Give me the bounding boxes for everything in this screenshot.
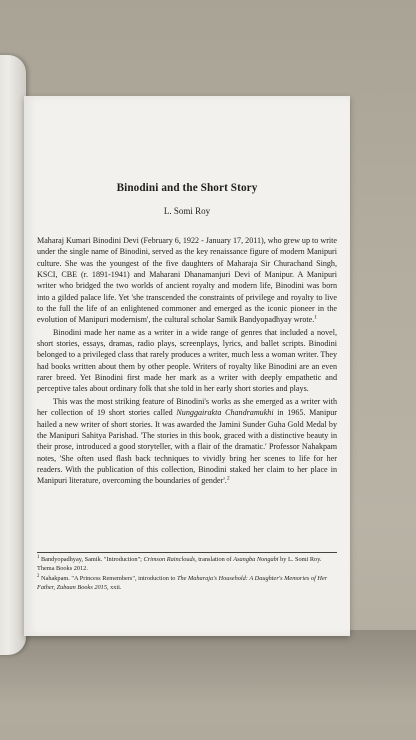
paragraph-2: Binodini made her name as a writer in a wide range of genres that included a novel, short stories, essays, dramas, radio plays, screenplays, lyrics, and ballet scripts. Binodini belonged to a privileged class that rarely produces a writer, much less a woman writer. They had books written about them by other people. Writers of royalty like Binodini are an even rarer breed. Yet Binodini first made her mark as a writer with deeply empathetic and perceptive tales about ordinary folk that she told in her early short stories and plays.: [37, 327, 337, 394]
book-title-italic: Nunggairakta Chandramukhi: [176, 408, 274, 418]
footnote-divider: [37, 552, 337, 553]
footnote-mark-1: 1: [314, 314, 318, 321]
book-page: [24, 96, 350, 636]
left-page-edge: [0, 55, 26, 655]
footnote-2: $^2$ Nahakpam. "A Princess Remembers", introduction to The Maharaja's Household: A Daughter's Memories of Her Father, Zubaan Books 2015, xxii.: [37, 573, 328, 592]
paragraph-3: This was the most striking feature of Binodini's works as she emerged as a writer with her collection of 19 short stories called Nunggairakta Chandramukhi in 1965. Manipur hailed a new writer of short stories. It was awarded the Jamini Sunder Guha Gold Medal by the Manipuri Sahitya Parishad. 'The stories in this book, graced with a distinctive beauty in their prose, introduced a good storyteller, with a flair of the dramatic.' Professor Nahakpam notes, 'She often used flash back techniques to vividly bring her scenes to life for her readers. With the publication of this collection, Binodini staked her claim to her place in Manipuri literature, overcoming the boundaries of gender'.$^2$: [37, 396, 337, 486]
body-text: [37, 235, 337, 487]
footnotes: [37, 555, 337, 593]
table-surface: [0, 630, 416, 740]
author-name: L. Somi Roy: [163, 206, 211, 216]
footnote-mark-2: 2: [226, 475, 230, 482]
footnote-1: $^1$ Bandyopadhyay, Samik. "Introduction"; Crimson Rainclouds, translation of Asangba Nongabi by L. Somi Roy. Thema Books 2012.: [37, 554, 322, 573]
chapter-title: Binodini and the Short Story: [116, 182, 258, 194]
paragraph-1: Maharaj Kumari Binodini Devi (February 6, 1922 - January 17, 2011), who grew up to write under the single name of Binodini, served as the key renaissance figure of modern Manipuri culture. She was the youngest of the five daughters of Maharaja Sir Churachand Singh, KSCI, CBE (r. 1891-1941) and Maharani Dhanamanjuri Devi of Manipur. A Manipuri writer who bridged the two worlds of ancient royalty and modern life, Binodini was born into a gilded palace life. Yet 'she transcended the constraints of privilege and royalty to live to the full the life of an enlightened commoner and emerged as the iconic pioneer in the evolution of Manipuri modernism', the cultural scholar Samik Bandyopadhyay wrote.$^1$: [37, 236, 338, 325]
